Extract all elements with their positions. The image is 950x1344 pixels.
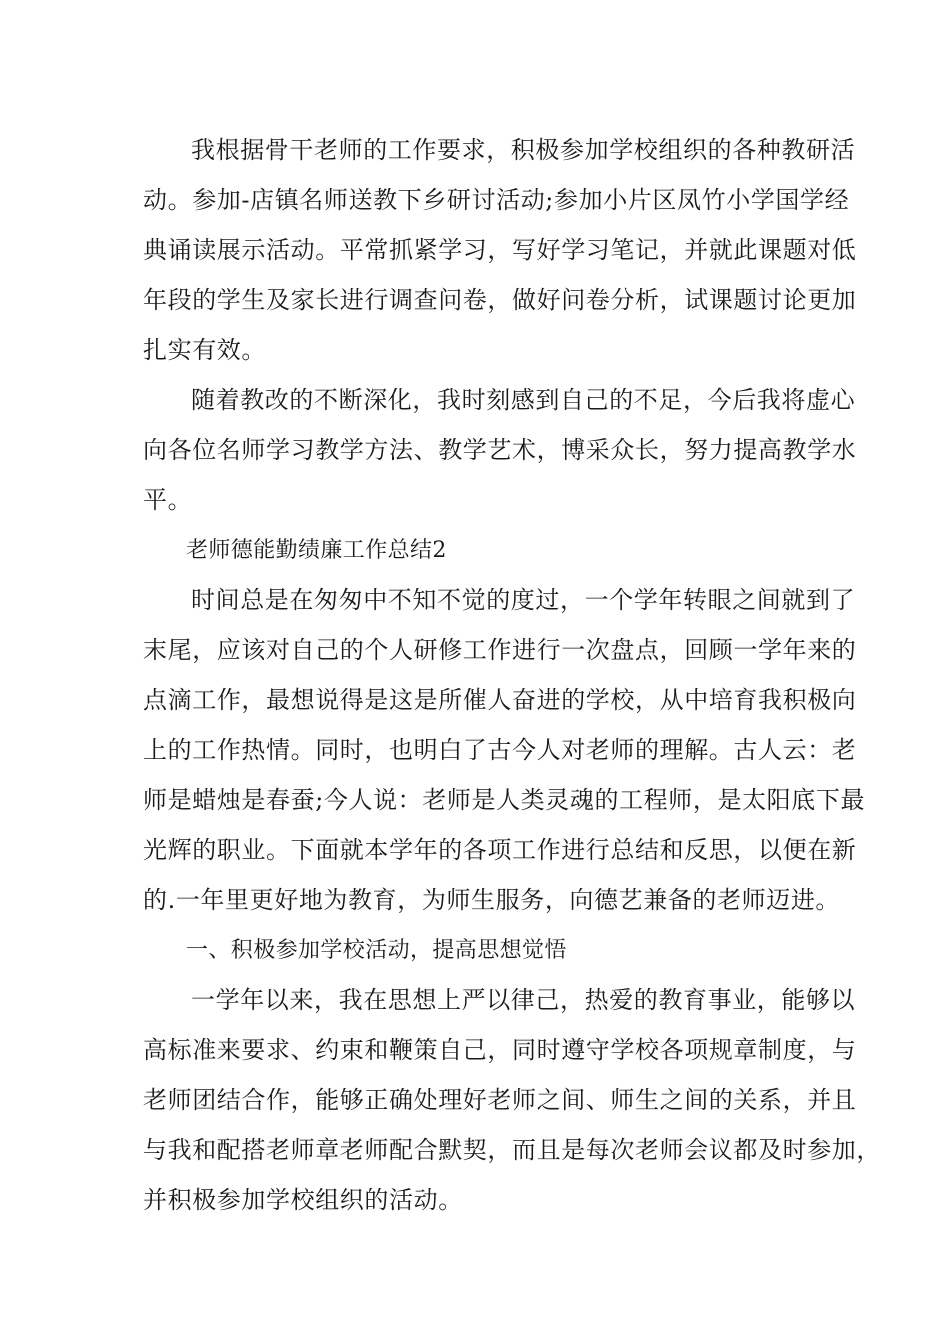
subsection-heading: 一、积极参加学校活动，提高思想觉悟 <box>186 938 567 963</box>
paragraph-3-line-7: 的.一年里更好地为教育，为师生服务，向德艺兼备的老师迈进。 <box>143 886 841 914</box>
paragraph-4-line-3: 老师团结合作，能够正确处理好老师之间、师生之间的关系，并且 <box>143 1086 857 1114</box>
paragraph-3-line-5: 师是蜡烛是春蚕;今人说：老师是人类灵魂的工程师，是太阳底下最 <box>143 786 866 814</box>
paragraph-1-line-2: 动。参加-店镇名师送教下乡研讨活动;参加小片区凤竹小学国学经 <box>143 186 850 214</box>
paragraph-1-line-1: 我根据骨干老师的工作要求，积极参加学校组织的各种教研活 <box>191 136 856 164</box>
paragraph-4-line-1: 一学年以来，我在思想上严以律己，热爱的教育事业，能够以 <box>191 986 856 1014</box>
paragraph-3-line-6: 光辉的职业。下面就本学年的各项工作进行总结和反思，以便在新 <box>143 836 857 864</box>
paragraph-3-line-3: 点滴工作，最想说得是这是所催人奋进的学校，从中培育我积极向 <box>143 686 857 714</box>
paragraph-1-line-3: 典诵读展示活动。平常抓紧学习，写好学习笔记，并就此课题对低 <box>143 236 857 264</box>
paragraph-3-line-1: 时间总是在匆匆中不知不觉的度过，一个学年转眼之间就到了 <box>191 586 856 614</box>
section-title: 老师德能勤绩廉工作总结2 <box>186 538 447 563</box>
paragraph-4-line-2: 高标准来要求、约束和鞭策自己，同时遵守学校各项规章制度，与 <box>143 1036 857 1064</box>
paragraph-1-line-4: 年段的学生及家长进行调查问卷，做好问卷分析，试课题讨论更加 <box>143 286 857 314</box>
paragraph-4-line-4: 与我和配搭老师章老师配合默契，而且是每次老师会议都及时参加， <box>143 1136 881 1164</box>
paragraph-2-line-1: 随着教改的不断深化，我时刻感到自己的不足，今后我将虚心 <box>191 386 856 414</box>
paragraph-2-line-2: 向各位名师学习教学方法、教学艺术，博采众长，努力提高教学水 <box>143 436 857 464</box>
paragraph-4-line-5: 并积极参加学校组织的活动。 <box>143 1186 463 1214</box>
paragraph-1-line-5: 扎实有效。 <box>143 336 266 364</box>
paragraph-2-line-3: 平。 <box>143 486 193 514</box>
paragraph-3-line-2: 末尾，应该对自己的个人研修工作进行一次盘点，回顾一学年来的 <box>143 636 857 664</box>
paragraph-3-line-4: 上的工作热情。同时，也明白了古今人对老师的理解。古人云：老 <box>143 736 857 764</box>
